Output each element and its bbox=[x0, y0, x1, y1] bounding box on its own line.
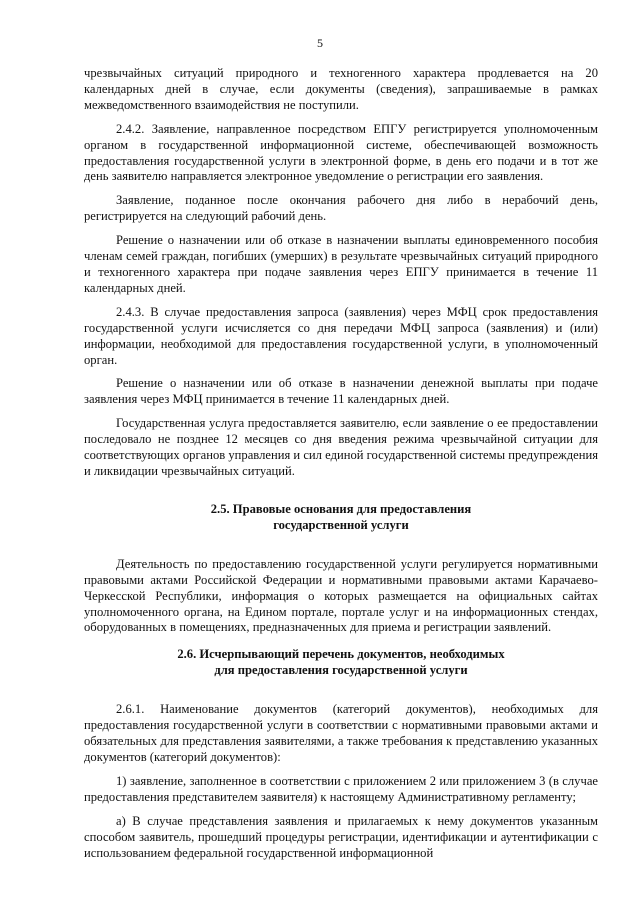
section-2-5-heading-line1: 2.5. Правовые основания для предоставления bbox=[210, 501, 472, 516]
section-2-5-heading bbox=[84, 501, 598, 533]
paragraph-2-4-2: 2.4.2. Заявление, направленное посредством ЕПГУ регистрируется уполномоченным органом в государственной информационной системе, обеспечивающей возможность предоставления государственной услуги в электронной форме, в день его подачи и в тот же день заявителю направляется электронное уведомление о регистрации его заявления. bbox=[84, 121, 598, 184]
paragraph-legal-basis: Деятельность по предоставлению государственной услуги регулируется нормативными правовыми актами Российской Федерации и нормативными правовыми актами Карачаево-Черкесской Республики, информация о которых размещается на официальных сайтах уполномоченного органа, на Едином портале, портале услуг и на информационных стендах, оборудованных в помещениях, предназначенных для приема и регистрации заявлений. bbox=[84, 556, 598, 635]
paragraph-item-a: а) В случае представления заявления и прилагаемых к нему документов указанным способом заявитель, прошедший процедуры регистрации, идентификации и аутентификации с использованием федеральной государственной информационной bbox=[84, 813, 598, 860]
page-number: 5 bbox=[317, 36, 323, 50]
section-2-5-heading-line2: государственной услуги bbox=[273, 517, 409, 532]
paragraph-2-6-1: 2.6.1. Наименование документов (категорий документов), необходимых для предоставления государственной услуги в соответствии с нормативными правовыми актами и обязательных для представления заявителями, а также требования к представлению указанных документов (категорий документов): bbox=[84, 702, 598, 765]
paragraph-decision-mfc: Решение о назначении или об отказе в назначении денежной выплаты при подаче заявления через МФЦ принимается в течение 11 календарных дней. bbox=[84, 376, 598, 407]
paragraph-service-deadline: Государственная услуга предоставляется заявителю, если заявление о ее предоставлении последовало не позднее 12 месяцев со дня введения режима чрезвычайной ситуации для соответствующих органов управления и сил единой государственной системы предупреждения и ликвидации чрезвычайных ситуаций. bbox=[84, 416, 598, 478]
paragraph-decision-epgu: Решение о назначении или об отказе в назначении выплаты единовременного пособия членам семей граждан, погибших (умерших) в результате чрезвычайных ситуаций природного и техногенного характера при подаче заявления через ЕПГУ принимается в течение 11 календарных дней. bbox=[84, 233, 598, 295]
paragraph-registration-next-day: Заявление, поданное после окончания рабочего дня либо в нерабочий день, регистрируется на следующий рабочий день. bbox=[84, 193, 598, 224]
paragraph-2-4-3: 2.4.3. В случае предоставления запроса (заявления) через МФЦ срок предоставления государственной услуги исчисляется со дня передачи МФЦ запроса (заявления) и (или) информации, необходимой для предоставления государственной услуги, в уполномоченный орган. bbox=[84, 304, 598, 367]
document-body bbox=[84, 66, 598, 870]
section-2-6-heading-line1: 2.6. Исчерпывающий перечень документов, необходимых bbox=[177, 647, 505, 662]
paragraph-continuation: чрезвычайных ситуаций природного и техногенного характера продлевается на 20 календарных дней в случае, если документы (сведения), запрашиваемые в рамках межведомственного взаимодействия не поступили. bbox=[84, 66, 598, 112]
section-2-6-heading bbox=[84, 646, 598, 678]
section-2-6-heading-line2: для предоставления государственной услуги bbox=[214, 663, 468, 678]
paragraph-item-1: 1) заявление, заполненное в соответствии с приложением 2 или приложением 3 (в случае предоставления представителем заявителя) к настоящему Административному регламенту; bbox=[84, 774, 598, 804]
